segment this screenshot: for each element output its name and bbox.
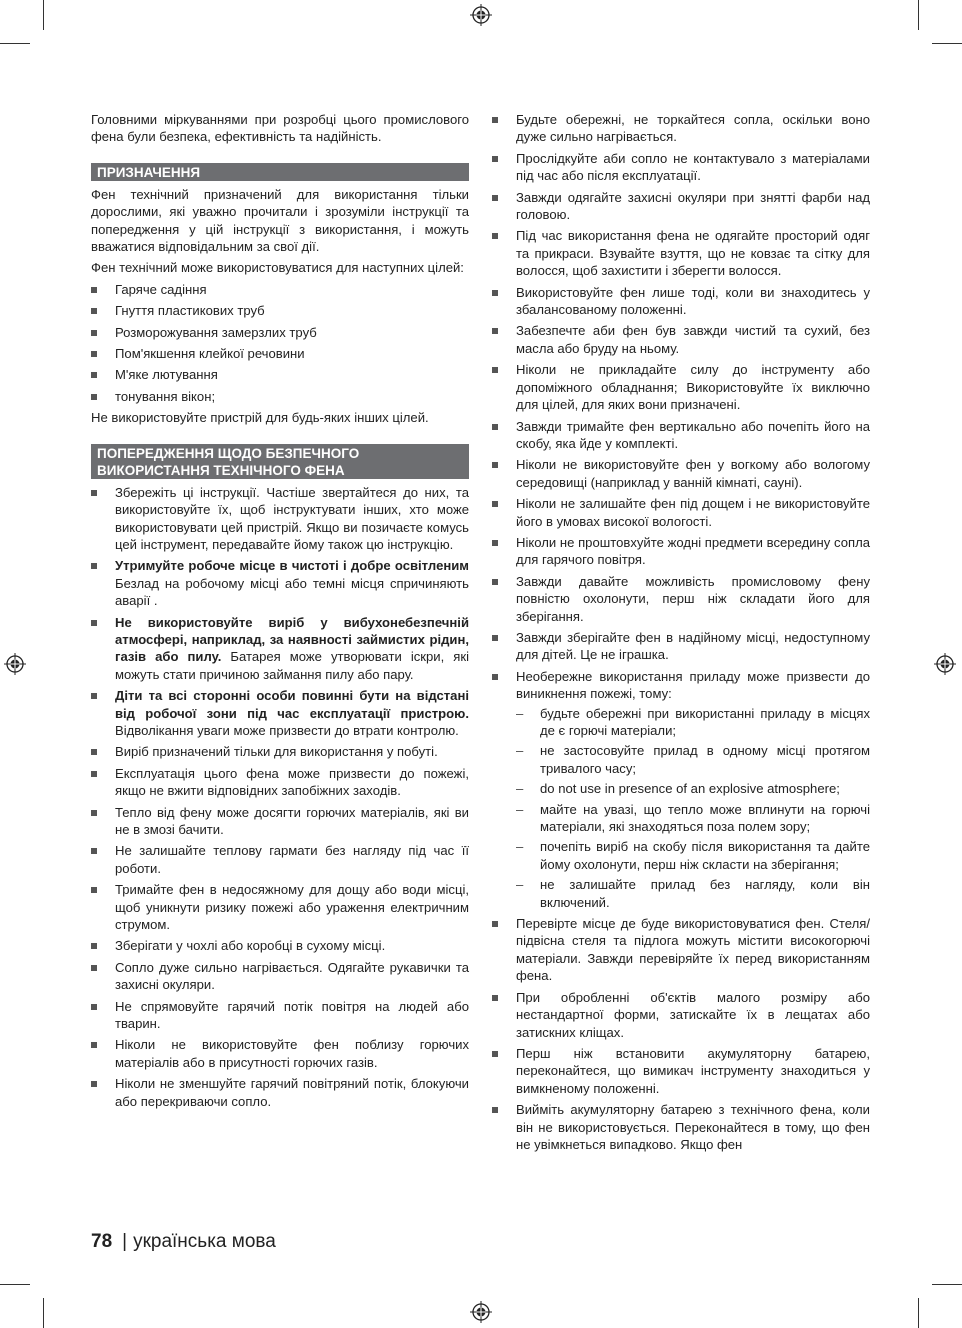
list-item: Збережіть ці інструкції. Частіше звертайтеся до них, та використовуйте їх, щоб інструктувати інших, хто може використовувати цей пристрій. Якщо ви позичаєте комусь цей інструмент, передавайте йому також цю інструкцію. <box>91 484 469 554</box>
bold-lead: Утримуйте робоче місце в чистоті і добре освітленим <box>115 558 469 574</box>
list-item: Експлуатація цього фена може призвести до пожежі, якщо не вжити відповідних запобіжних заходів. <box>91 765 469 800</box>
item-text: Батарея може утворювати іскри, які можуть стати причиною займання пилу або пару. <box>115 649 470 682</box>
list-item <box>91 614 469 684</box>
list-item: При обробленні об'єктів малого розміру або нестандартної форми, затискайте їх в лещатах або затискних кліщах. <box>492 989 870 1041</box>
list-item: Ніколи не прикладайте силу до інструменту або допоміжного обладнання; Використовуйте їх виключно для цілей, для яких вони призначені. <box>492 361 870 413</box>
list-item <box>91 687 469 739</box>
intro-paragraph: Головними міркуваннями при розробці цього промислового фена були безпека, ефективність та надійність. <box>91 112 469 145</box>
list-item: Гнуття пластикових труб <box>91 302 469 319</box>
list-item: Зберігати у чохлі або коробці в сухому місці. <box>91 937 469 954</box>
crop-mark <box>918 0 919 30</box>
fire-sublist <box>516 705 870 911</box>
list-item: Пом'якшення клейкої речовини <box>91 345 469 362</box>
list-item: Будьте обережні, не торкайтеся сопла, оскільки воно дуже сильно нагрівається. <box>492 111 870 146</box>
list-item: Виріб призначений тільки для використання у побуті. <box>91 743 469 760</box>
list-item: Завжди одягайте захисні окуляри при знятті фарби над головою. <box>492 189 870 224</box>
sub-list-item: – майте на увазі, що тепло може вплинути на горючі матеріали, які знаходяться поза полем зору; <box>516 801 870 836</box>
registration-mark-icon <box>934 653 956 675</box>
list-item: Ніколи не зменшуйте гарячий повітряний потік, блокуючи або перекриваючи сопло. <box>91 1075 469 1110</box>
list-item: Завжди тримайте фен вертикально або почепіть його на скобу, яка йде у комплекті. <box>492 418 870 453</box>
list-item: Завжди зберігайте фен в надійному місці, недоступному для дітей. Це не іграшка. <box>492 629 870 664</box>
list-item: Розморожування замерзлих труб <box>91 324 469 341</box>
page-footer <box>91 1230 276 1254</box>
bold-lead: Не використовуйте виріб у вибухонебезпечній атмосфері, наприклад, за наявності займистих рідин, газів або пилу. <box>115 614 469 665</box>
crop-mark <box>0 1284 30 1285</box>
item-text: Відволікання уваги може призвести до втрати контролю. <box>115 722 459 738</box>
registration-mark-icon <box>470 4 492 26</box>
purpose-paragraph: Фен технічний призначений для використання тільки дорослими, які уважно прочитали і зрозуміли інструкції та попередження у цій інструкції з використання, і можуть вважатися відповідальним за свої дії. <box>91 186 469 255</box>
list-item: Сопло дуже сильно нагрівається. Одягайте рукавички та захисні окуляри. <box>91 959 469 994</box>
list-item: Забезпечте аби фен був завжди чистий та сухий, без масла або бруду на ньому. <box>492 322 870 357</box>
crop-mark <box>932 1284 962 1285</box>
list-item: Тримайте фен в недосяжному для дощу або води місці, щоб уникнути ризику пожежі або ураження електричним струмом. <box>91 881 469 933</box>
list-item: тонування вікон; <box>91 388 469 405</box>
uses-list <box>91 281 469 405</box>
list-item: Ніколи не використовуйте фен у вогкому або вологому середовищі (наприклад у ванній кімнаті, сауні). <box>492 456 870 491</box>
crop-mark <box>43 1298 44 1328</box>
safety-list <box>91 484 469 1110</box>
registration-mark-icon <box>470 1301 492 1323</box>
list-item: М'яке лютування <box>91 366 469 383</box>
sub-list-item: – почепіть виріб на скобу після використання та дайте йому охолонути, перш ніж скласти на зберігання; <box>516 838 870 873</box>
list-item: Завжди давайте можливість промисловому фену повністю охолонути, перш ніж складати його для зберігання. <box>492 573 870 625</box>
item-text: Необережне використання приладу може призвести до виникнення пожежі, тому: <box>516 668 870 702</box>
sub-list-item: – do not use in presence of an explosive atmosphere; <box>516 780 870 797</box>
list-item: Не спрямовуйте гарячий потік повітря на людей або тварин. <box>91 998 469 1033</box>
safety-list-continued <box>492 111 870 1153</box>
footer-separator: | <box>122 1231 128 1252</box>
list-item <box>492 668 870 911</box>
list-item: Вийміть акумуляторну батарею з технічного фена, коли він не використовується. Переконайтеся в тому, що фен не увімкнеться випадково. Якщо фен <box>492 1101 870 1153</box>
crop-mark <box>932 43 962 44</box>
list-item: Ніколи не використовуйте фен поблизу горючих матеріалів або в присутності горючих газів. <box>91 1036 469 1071</box>
list-item: Не залишайте теплову гармати без нагляду під час її роботи. <box>91 842 469 877</box>
section-heading-safety <box>91 444 469 479</box>
list-item: Використовуйте фен лише тоді, коли ви знаходитесь у збалансованому положенні. <box>492 284 870 319</box>
crop-mark <box>43 0 44 30</box>
purpose-paragraph: Фен технічний може використовуватися для наступних цілей: <box>91 260 464 276</box>
sub-list-item: – будьте обережні при використанні приладу в місцях де є горючі матеріали; <box>516 705 870 740</box>
list-item: Перевірте місце де буде використовуватися фен. Стеля/підвісна стеля та підлога можуть містити високогорючі матеріали. Завжди перевіряйте їх перед використанням фена. <box>492 915 870 985</box>
list-item: Перш ніж встановити акумуляторну батарею, переконайтеся, що вимикач інструменту знаходиться у вимкненому положенні. <box>492 1045 870 1097</box>
item-text: Безлад на робочому місці або темні місця спричиняють аварії . <box>115 575 469 609</box>
list-item <box>91 557 469 609</box>
list-item: Гаряче садіння <box>91 281 469 298</box>
section-heading-purpose: ПРИЗНАЧЕННЯ <box>91 163 469 181</box>
footer-language: українська мова <box>133 1231 276 1252</box>
list-item: Прослідкуйте аби сопло не контактувало з матеріалами під час або після експлуатації. <box>492 150 870 185</box>
crop-mark <box>918 1298 919 1328</box>
heading-line: ВИКОРИСТАННЯ ТЕХНІЧНОГО ФЕНА <box>97 462 345 478</box>
list-item: Тепло від фену може досягти горючих матеріалів, які ви не в змозі бачити. <box>91 804 469 839</box>
right-column <box>492 111 870 1157</box>
left-column <box>91 111 469 1114</box>
registration-mark-icon <box>4 653 26 675</box>
purpose-paragraph: Не використовуйте пристрій для будь-яких інших цілей. <box>91 410 429 426</box>
page-number: 78 <box>91 1231 113 1252</box>
list-item: Ніколи не залишайте фен під дощем і не використовуйте його в умовах високої вологості. <box>492 495 870 530</box>
crop-mark <box>0 43 30 44</box>
list-item: Під час використання фена не одягайте просторий одяг та прикраси. Взувайте взуття, що не ковзає та сітку для волосся, щоб захистити і зберегти волосся. <box>492 227 870 279</box>
sub-list-item: – не залишайте прилад без нагляду, коли він включений. <box>516 876 870 911</box>
sub-list-item: – не застосовуйте прилад в одному місці протягом тривалого часу; <box>516 742 870 777</box>
list-item: Ніколи не проштовхуйте жодні предмети всередину сопла для гарячого повітря. <box>492 534 870 569</box>
bold-lead: Діти та всі сторонні особи повинні бути на відстані від робочої зони під час експлуатації пристрою. <box>115 688 469 721</box>
heading-line: ПОПЕРЕДЖЕННЯ ЩОДО БЕЗПЕЧНОГО <box>97 445 360 461</box>
